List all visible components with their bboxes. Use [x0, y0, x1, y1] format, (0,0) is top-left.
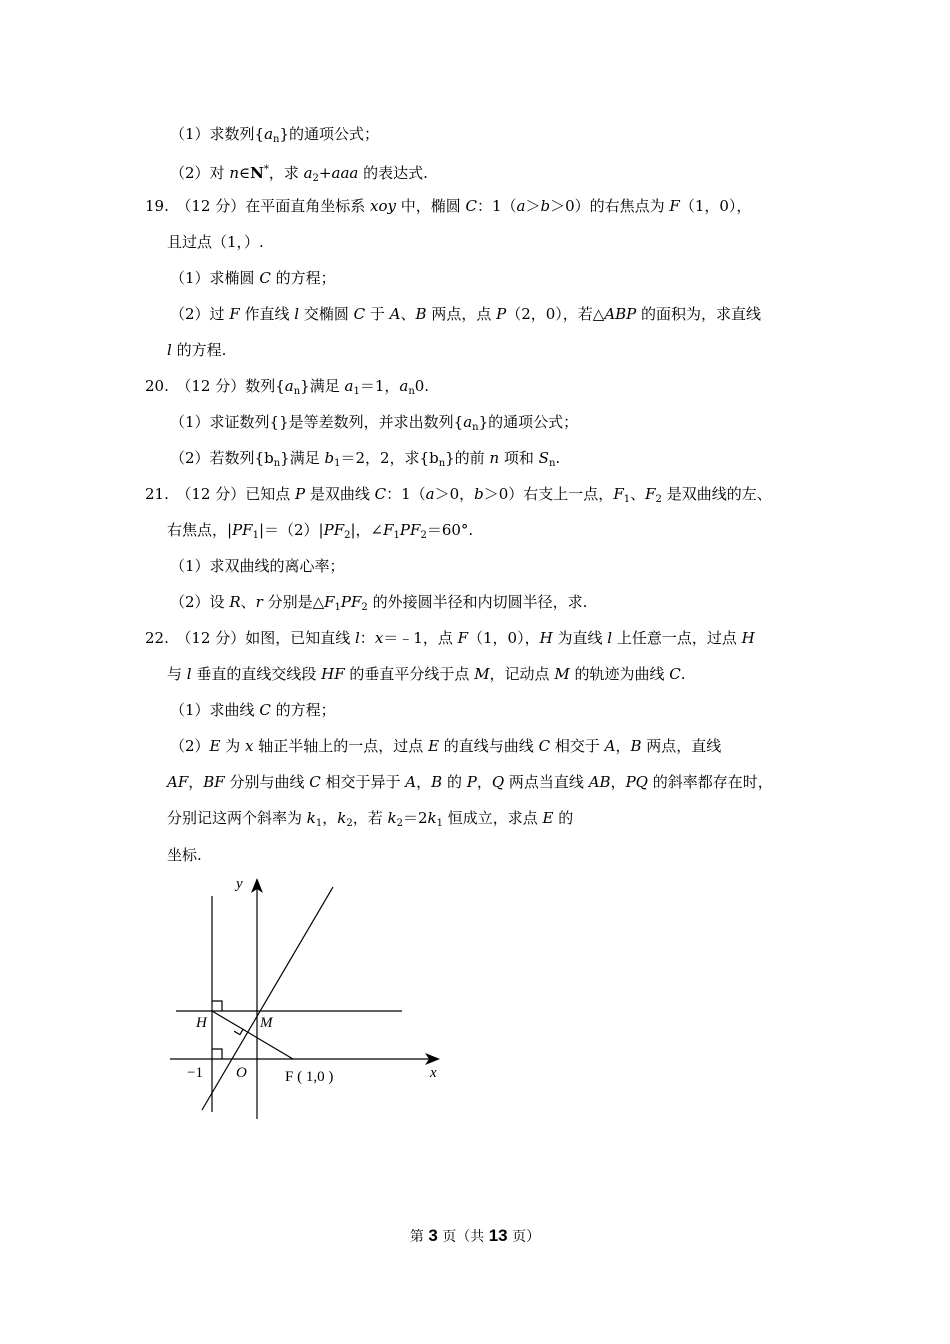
x-axis-label: x [430, 1065, 437, 1081]
q21-stem-line2: 右焦点，$|PF_1|=(2)|PF_2|$，$\angle F_1PF_2=60^\circ$. [167, 521, 474, 541]
q19-stem-line1: 19. （12 分）在平面直角坐标系 xoy 中，椭圆 C：1（a＞b＞0）的右焦点为 F（1，0）， [145, 197, 752, 215]
right-angle-mark-bisector [234, 1029, 243, 1035]
q19-stem-line2: 且过点（1，）. [167, 233, 264, 251]
coordinate-figure [150, 870, 450, 1125]
q19-part2-cont: l 的方程. [167, 341, 227, 359]
right-angle-mark-h [212, 1001, 222, 1011]
page-footer: 第 3 页（共 13 页） [409, 1226, 541, 1245]
q22-stem-line2: 与 l 垂直的直线交线段 HF 的垂直平分线于点 M，记动点 M 的轨迹为曲线 C. [167, 665, 686, 683]
q21-part1: （1）求双曲线的离心率； [170, 557, 345, 575]
q21-part2: （2）设 R、r 分别是$\triangle F_1PF_2$ 的外接圆半径和内切圆半径，求. [170, 593, 588, 613]
point-f-label: F ( 1,0 ) [285, 1069, 334, 1085]
q21-stem-line1: 21. （12 分）已知点 P 是双曲线 C：1（a＞0，b＞0）右支上一点，$F_1$、$F_2$ 是双曲线的左、 [145, 485, 772, 505]
neg-one-label: −1 [187, 1065, 203, 1081]
q22-part2-cont1: AF，BF 分别与曲线 C 相交于异于 A，B 的 P，Q 两点当直线 AB，PQ 的斜率都存在时， [167, 773, 773, 791]
q19-part1: （1）求椭圆 C 的方程； [170, 269, 336, 287]
q20-part2: （2）若数列$\{b_n\}$满足 $b_1=2$，2，求$\{b_n\}$的前 n 项和 $S_n$. [170, 449, 561, 469]
q22-part2: （2）E 为 x 轴正半轴上的一点，过点 E 的直线与曲线 C 相交于 A，B 两点，直线 [170, 737, 722, 755]
right-angle-mark-axis [212, 1049, 222, 1059]
q20-stem: 20. （12 分）数列$\{a_n\}$满足 $a_1=1$，$a_n0$. [145, 377, 430, 397]
q18-part1: （1）求数列$\{a_n\}$的通项公式； [170, 125, 380, 145]
origin-label: O [236, 1065, 247, 1081]
q22-part2-cont3: 坐标. [167, 846, 202, 864]
q22-stem-line1: 22. （12 分）如图，已知直线 l：x＝﹣1，点 F（1，0），H 为直线 l 上任意一点，过点 H [145, 629, 755, 647]
q18-part2: （2）对 n∈N*，求 $a_2+aaa$ 的表达式. [170, 164, 428, 184]
y-axis-label: y [236, 876, 243, 892]
q22-part1: （1）求曲线 C 的方程； [170, 701, 336, 719]
q19-part2: （2）过 F 作直线 l 交椭圆 C 于 A、B 两点，点 P（2，0），若△ABP 的面积为，求直线 [170, 305, 762, 323]
segment-hf [212, 1011, 293, 1059]
point-m-label: M [260, 1015, 273, 1031]
q20-part1: （1）求证数列{}是等差数列，并求出数列$\{a_n\}$的通项公式； [170, 413, 579, 433]
q22-part2-cont2: 分别记这两个斜率为 $k_1$，$k_2$，若 $k_2=2k_1$ 恒成立，求点 E 的 [167, 809, 574, 829]
point-h-label: H [196, 1015, 207, 1031]
